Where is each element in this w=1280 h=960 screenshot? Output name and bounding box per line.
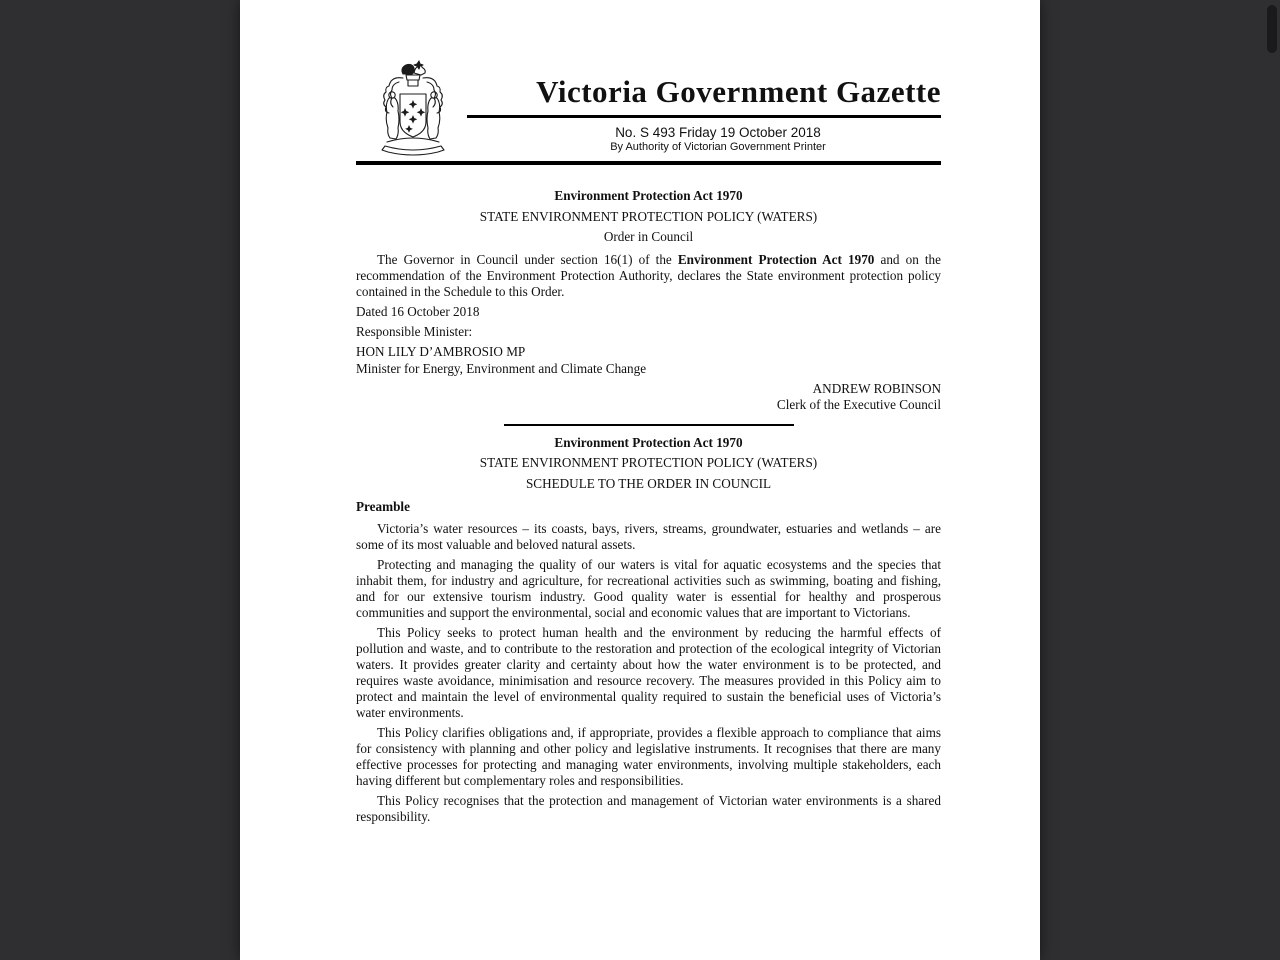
issue-line: No. S 493 Friday 19 October 2018 (615, 125, 821, 140)
masthead (240, 0, 1040, 176)
preamble-paragraph: This Policy clarifies obligations and, if appropriate, provides a flexible approach to compliance that aims for consistency with planning and other policy and legislative instruments. It recognises that there are many effective processes for protecting and managing water environments, involving multiple stakeholders, each having different but complementary roles and responsibilities. (356, 725, 941, 788)
gazette-title: Victoria Government Gazette (467, 74, 941, 118)
document-content (356, 186, 941, 825)
preamble-paragraph: Victoria’s water resources – its coasts, bays, rivers, streams, groundwater, estuaries and wetlands – are some of its most valuable and beloved natural assets. (356, 521, 941, 552)
order-body-post: and on the recommendation of the Environment Protection Authority, declares the State environment protection policy contained in the Schedule to this Order. (356, 251, 941, 299)
authority-line: By Authority of Victorian Government Printer (610, 141, 826, 153)
schedule-section-headings (356, 433, 941, 495)
preamble-paragraph: Protecting and managing the quality of our waters is vital for aquatic ecosystems and the species that inhabit them, for industry and agriculture, for recreational activities such as swimming, boating and fishing, and for our extensive tourism industry. Good quality water is essential for healthy and prosperous communities and support the environmental, social and economic values that are important to Victorians. (356, 557, 941, 620)
scrollbar-track[interactable] (1264, 0, 1280, 960)
preamble-paragraph: This Policy seeks to protect human health and the environment by reducing the harmful effects of pollution and waste, and to contribute to the restoration and protection of the ecological integrity of Victorian waters. It provides greater clarity and certainty about how the water environment is to be protected, and requires waste avoidance, minimisation and resource recovery. The measures provided in this Policy aim to protect and maintain the level of environmental quality required to sustain the beneficial uses of Victoria’s water environments. (356, 625, 941, 720)
section-divider (504, 424, 794, 426)
order-act-title: Environment Protection Act 1970 (554, 188, 743, 203)
masthead-right (467, 74, 941, 154)
schedule-act-title: Environment Protection Act 1970 (554, 434, 743, 450)
clerk-name: ANDREW ROBINSON (812, 380, 941, 396)
preamble-paragraph: This Policy recognises that the protection and management of Victorian water environments is a shared responsibility. (356, 793, 941, 824)
minister-title: Minister for Energy, Environment and Climate Change (356, 360, 647, 376)
clerk-signature-block (356, 381, 941, 414)
responsible-minister-label: Responsible Minister: (356, 323, 473, 339)
order-body-pre: The Governor in Council under section 16(1) of the (377, 251, 678, 267)
masthead-rule (356, 161, 941, 165)
schedule-subtitle: SCHEDULE TO THE ORDER IN COUNCIL (525, 475, 772, 491)
clerk-title: Clerk of the Executive Council (776, 397, 941, 412)
gazette-page (240, 0, 1040, 960)
order-body-paragraph (356, 252, 941, 300)
scrollbar-thumb[interactable] (1267, 5, 1277, 53)
victoria-coat-of-arms-icon (373, 60, 453, 157)
schedule-policy-title: STATE ENVIRONMENT PROTECTION POLICY (WATERS) (479, 455, 818, 470)
dated-line: Dated 16 October 2018 (356, 303, 480, 319)
order-policy-title: STATE ENVIRONMENT PROTECTION POLICY (WATERS) (479, 208, 818, 224)
order-section-headings (356, 186, 941, 248)
order-body-act-name: Environment Protection Act 1970 (677, 251, 875, 267)
minister-name: HON LILY D’AMBROSIO MP (356, 343, 526, 359)
preamble-heading: Preamble (356, 499, 410, 514)
order-subtitle: Order in Council (603, 229, 694, 244)
